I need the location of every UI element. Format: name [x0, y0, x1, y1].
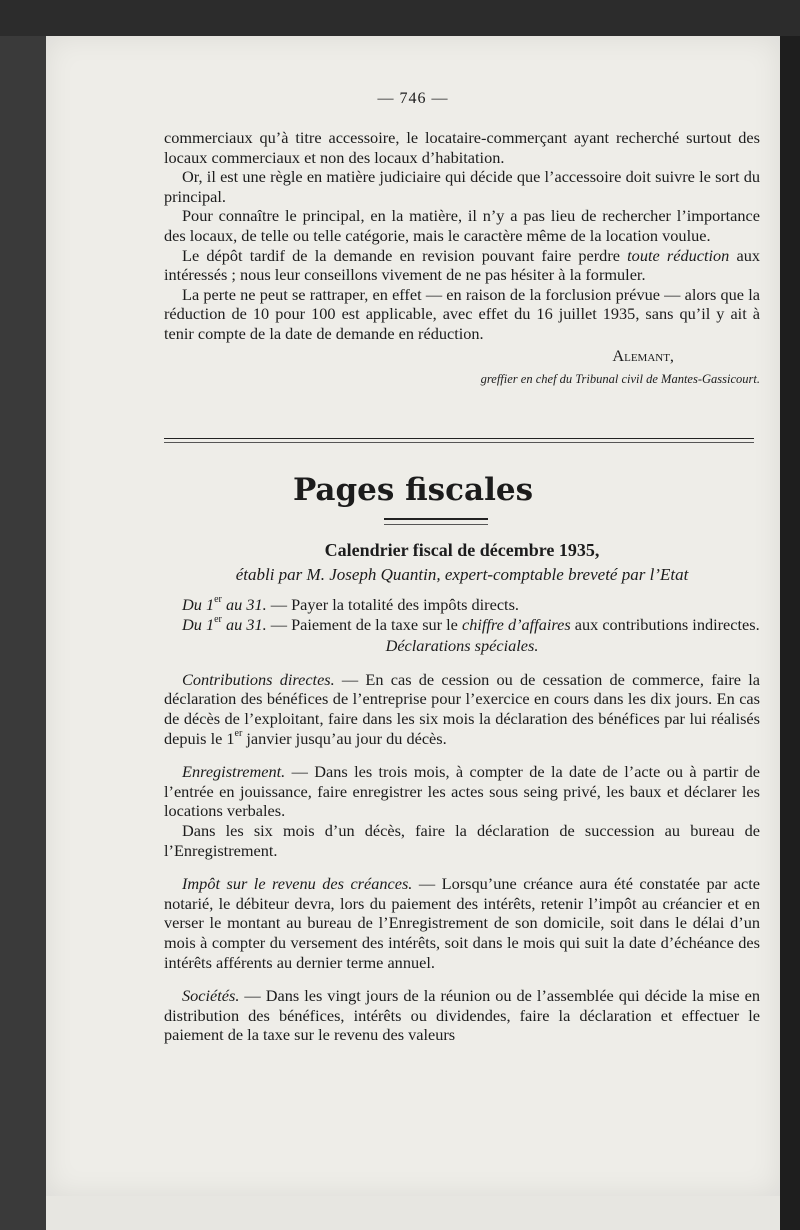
- enreg-head: Enregistrement.: [182, 762, 286, 782]
- contrib-text1: — En cas de cession ou de cessation de commerce, faire la déclaration des bénéfices de l’entreprise pour l’exercice en cours dans les dix jours. En cas de décès de l’exploitant, faire dans les six mois la déclaration des bénéfices par lui réalisés depuis le 1: [164, 669, 760, 748]
- scan-background-top: [0, 0, 800, 36]
- depot-before: Le dépôt tardif de la demande en revision pouvant faire perdre: [182, 245, 628, 265]
- du1-sup: er: [214, 594, 222, 605]
- page-bottom-margin: [46, 1196, 780, 1230]
- title-ornament-rule: [384, 518, 488, 525]
- paragraph-societes: [164, 986, 760, 1045]
- enreg-text: — Dans les trois mois, à compter de la date de l’acte ou à partir de l’entrée en jouissance, faire enregistrer les actes sous seing privé, les baux et déclarer les locations verbales.: [164, 762, 760, 821]
- du1-text: — Payer la totalité des impôts directs.: [266, 595, 519, 614]
- calendar-title: Calendrier fiscal de décembre 1935,: [324, 540, 600, 560]
- signature-role: greffier en chef du Tribunal civil de Mantes-Gassicourt.: [480, 371, 760, 386]
- du2-au: au 31.: [221, 614, 267, 634]
- du1-lead: Du 1: [182, 595, 215, 614]
- paragraph-perte: La perte ne peut se rattraper, en effet — en raison de la forclusion prévue — alors que la réduction de 10 pour 100 est applicable, avec effet du 16 juillet 1935, sans qu’il y ait à tenir compte de la date de demande en réduction.: [164, 284, 760, 343]
- du2-sup: er: [214, 613, 222, 625]
- paragraph-regle: Or, il est une règle en matière judiciaire qui décide que l’accessoire doit suivre le sort du principal.: [164, 167, 760, 206]
- document-page: [46, 36, 780, 1196]
- declarations-heading: Déclarations spéciales.: [385, 636, 539, 656]
- paragraph-depot: [164, 246, 760, 285]
- calendar-section: [164, 540, 760, 1045]
- du1-au: au 31.: [221, 595, 267, 614]
- section-title: Pages fiscales: [292, 472, 534, 508]
- entry-du-1: [164, 595, 760, 615]
- du2-before: — Paiement de la taxe sur le: [266, 614, 462, 634]
- separator-rule-bottom: [164, 442, 754, 443]
- paragraph-succession: Dans les six mois d’un décès, faire la déclaration de succession au bureau de l’Enregistrement.: [164, 820, 760, 860]
- separator-rule-top: [164, 438, 754, 439]
- contrib-head: Contributions directes.: [182, 669, 335, 689]
- paragraph-enregistrement: [164, 762, 760, 821]
- impot-head: Impôt sur le revenu des créances.: [182, 874, 413, 894]
- entry-du-2: [164, 615, 760, 635]
- paragraph-contributions: [164, 670, 760, 748]
- du2-italic: chiffre d’affaires: [461, 614, 571, 634]
- contrib-text2: janvier jusqu’au jour du décès.: [242, 728, 447, 748]
- signature-name: Alemant,: [612, 345, 674, 365]
- paragraph-impot: [164, 874, 760, 972]
- societes-text: — Dans les vingt jours de la réunion ou de l’assemblée qui décide la mise en distribution des bénéfices, intérêts ou dividendes, faire la déclaration et effectuer le paiement de la taxe sur le revenu des valeurs: [164, 986, 760, 1045]
- scan-edge-right: [780, 36, 800, 1230]
- paragraph-principal: Pour connaître le principal, en la matière, il n’y a pas lieu de rechercher l’importance des locaux, de telle ou telle catégorie, mais le caractère même de la location voulue.: [164, 206, 760, 245]
- paragraph-accessoire: commerciaux qu’à titre accessoire, le locataire-commerçant ayant recherché surtout des locaux commerciaux et non des locaux d’habitation.: [164, 128, 760, 167]
- du2-after: aux contributions indirectes.: [570, 614, 760, 634]
- depot-after: aux intéressés ; nous leur conseillons vivement de ne pas hésiter à la formuler.: [164, 245, 760, 285]
- article-end: [164, 128, 760, 387]
- societes-head: Sociétés.: [182, 986, 240, 1006]
- impot-text: — Lorsqu’une créance aura été constatée par acte notarié, le débiteur devra, lors du paiement des intérêts, retenir l’impôt au créancier et en verser le montant au bureau de l’Enregistrement de son domicile, soit dans le délai d’un mois à compter du versement des intérêts, soit dans le mois qui suit la date d’échéance des intérêts afférents au dernier terme annuel.: [164, 874, 760, 972]
- du2-lead: Du 1: [182, 614, 215, 634]
- depot-italic: toute réduction: [627, 245, 730, 265]
- calendar-subtitle: établi par M. Joseph Quantin, expert-comptable breveté par l’Etat: [235, 565, 689, 584]
- contrib-sup: er: [234, 727, 243, 739]
- page-number: — 746 —: [377, 90, 449, 107]
